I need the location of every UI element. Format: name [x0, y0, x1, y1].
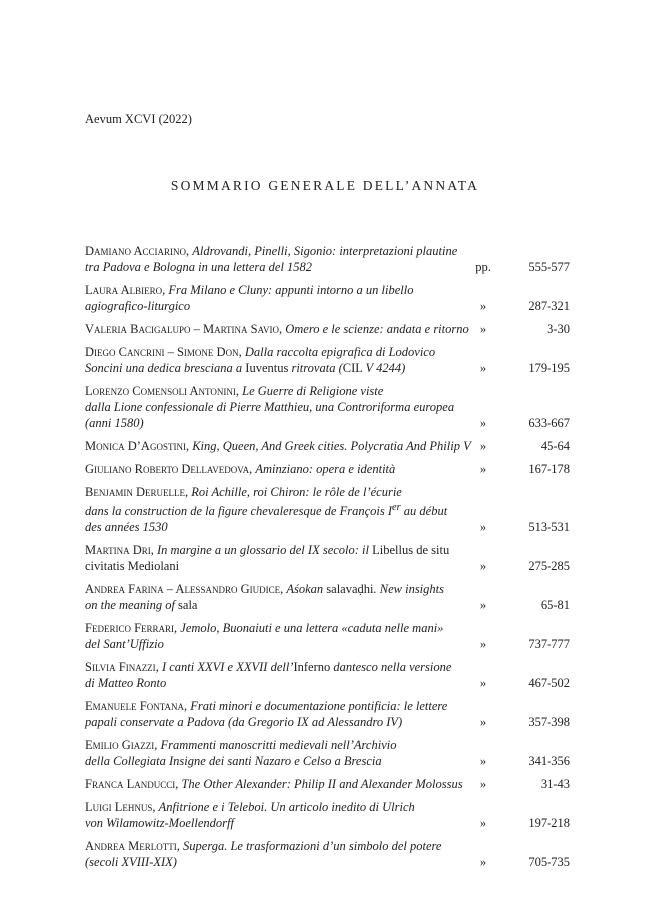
entry-mark: »: [479, 322, 487, 336]
entry-mark: »: [479, 598, 487, 613]
entry-title: . New insights: [373, 582, 444, 597]
entry-mark: »: [479, 361, 487, 375]
entry-title: della Collegiata Insigne dei santi Nazaro e Celso a Brescia: [85, 754, 382, 769]
entry-mark: »: [479, 416, 487, 430]
entry-pages: 31-43: [540, 777, 570, 792]
entry-author: Lorenzo Comensoli Antonini: [85, 384, 236, 398]
entry-pages: 341-356: [528, 754, 570, 769]
entry-title: Le Guerre di Religione viste: [242, 384, 384, 398]
entry-author: Luigi Lehnus: [85, 800, 153, 815]
entry-title: Superga. Le trasformazioni d’un simbolo del potere: [183, 839, 442, 854]
entry-title-roman: salavaḍhi: [326, 582, 374, 597]
entry-text: [85, 344, 477, 376]
entry-title: dalla Lione confessionale di Pierre Matthieu, una Controriforma europea: [85, 400, 455, 414]
entry-text: [85, 620, 477, 652]
entry-title: (anni 1580): [85, 416, 144, 430]
entry-title: dans la construction de la figure chevaleresque de François I: [85, 504, 392, 519]
entry-title: V 4244): [365, 361, 406, 375]
entry-pages: 633-667: [528, 416, 570, 430]
toc-entry: [85, 383, 570, 431]
entry-title: tra Padova e Bologna in una lettera del 1582: [85, 260, 313, 274]
entry-author: Valeria Bacigalupo – Martina Savio: [85, 322, 279, 336]
entry-separator: ,: [176, 839, 184, 854]
entry-pages: 513-531: [528, 520, 570, 535]
toc-entry: [85, 659, 570, 691]
entry-title: Aśokan: [286, 582, 327, 597]
entry-ref: [458, 636, 570, 652]
entry-author: Giuliano Roberto Dellavedova: [85, 462, 250, 476]
entry-title: (secoli XVIII-XIX): [85, 855, 177, 870]
entry-mark: »: [479, 676, 487, 691]
entry-text: [85, 799, 477, 831]
entry-ref: [458, 415, 570, 431]
entry-mark: »: [479, 637, 487, 652]
entry-separator: ,: [154, 738, 161, 753]
entry-mark: pp.: [475, 260, 491, 274]
entry-title: Roi Achille, roi Chiron: le rôle de l’écurie: [191, 485, 402, 499]
entry-separator: ,: [186, 244, 193, 258]
entry-pages: 555-577: [528, 260, 570, 274]
entry-title: Frammenti manoscritti medievali nell’Archivio: [160, 738, 397, 753]
entry-text: [85, 581, 477, 613]
entry-title: di Matteo Ronto: [85, 676, 167, 691]
toc-entry: [85, 282, 570, 314]
entry-title-roman: sala: [178, 598, 198, 613]
entry-title: I canti XXVI e XXVII dell’: [161, 660, 294, 675]
entry-title: Fra Milano e Cluny: appunti intorno a un libello: [168, 283, 414, 297]
table-of-contents: [85, 243, 570, 877]
entry-text: [85, 321, 477, 337]
entry-ref: [458, 321, 570, 337]
entry-separator: ,: [184, 485, 192, 499]
toc-entry: [85, 243, 570, 275]
entry-ref: [458, 753, 570, 769]
entry-title: on the meaning of: [85, 598, 179, 613]
toc-entry: [85, 698, 570, 730]
entry-ref: [458, 815, 570, 831]
entry-title-roman: Iuventus: [245, 361, 289, 375]
toc-entry: [85, 838, 570, 870]
entry-text: [85, 659, 477, 691]
entry-ref: [458, 597, 570, 613]
entry-mark: »: [479, 299, 487, 313]
entry-pages: 357-398: [528, 715, 570, 730]
entry-pages: 705-735: [528, 855, 570, 870]
entry-title-roman: Libellus de situ: [372, 543, 450, 558]
entry-ref: [458, 519, 570, 535]
entry-title: ritrovata (: [288, 361, 343, 375]
toc-entry: [85, 799, 570, 831]
entry-ref: [458, 854, 570, 870]
entry-author: Diego Cancrini – Simone Don: [85, 345, 239, 359]
entry-title: dantesco nella versione: [330, 660, 452, 675]
toc-entry: [85, 581, 570, 613]
entry-title: au début: [400, 504, 448, 519]
entry-author: Monica D’Agostini: [85, 439, 186, 453]
entry-title: In margine a un glossario del IX secolo: il: [156, 543, 373, 558]
entry-title: Soncini una dedica bresciana a: [85, 361, 246, 375]
toc-entry: [85, 344, 570, 376]
page-title: SOMMARIO GENERALE DELL’ANNATA: [170, 178, 480, 193]
entry-separator: ,: [280, 582, 287, 597]
entry-title: agiografico-liturgico: [85, 299, 191, 313]
entry-title: The Other Alexander: Philip II and Alexander Molossus: [181, 777, 463, 792]
entry-author: Emanuele Fontana: [85, 699, 184, 714]
entry-ref: [458, 360, 570, 376]
entry-text: [85, 438, 477, 454]
entry-separator: ,: [238, 345, 245, 359]
toc-entry: [85, 461, 570, 477]
entry-separator: ,: [175, 777, 182, 792]
entry-ref: [458, 438, 570, 454]
toc-entry: [85, 776, 570, 792]
entry-pages: 179-195: [528, 361, 570, 375]
entry-text: [85, 461, 477, 477]
entry-text: [85, 243, 477, 275]
entry-mark: »: [479, 439, 487, 453]
entry-text: [85, 776, 477, 792]
entry-title: von Wilamowitz-Moellendorff: [85, 816, 234, 831]
entry-mark: »: [479, 855, 487, 870]
entry-pages: 3-30: [547, 322, 570, 336]
entry-ref: [458, 461, 570, 477]
entry-title: Dalla raccolta epigrafica di Lodovico: [244, 345, 436, 359]
entry-title-roman: Inferno: [293, 660, 331, 675]
toc-entry: [85, 620, 570, 652]
entry-separator: ,: [162, 283, 169, 297]
entry-ref: [458, 259, 570, 275]
toc-entry: [85, 542, 570, 574]
entry-text: [85, 838, 477, 870]
entry-mark: »: [479, 462, 487, 476]
entry-title: Frati minori e documentazione pontificia: le lettere: [190, 699, 448, 714]
entry-separator: ,: [174, 621, 181, 636]
toc-entry: [85, 737, 570, 769]
entry-title: del Sant’Uffizio: [85, 637, 164, 652]
entry-separator: ,: [150, 543, 157, 558]
entry-title: des années 1530: [85, 520, 168, 535]
entry-pages: 275-285: [528, 559, 570, 574]
entry-separator: ,: [155, 660, 162, 675]
entry-author: Damiano Acciarino: [85, 244, 186, 258]
entry-mark: »: [479, 559, 487, 574]
entry-mark: »: [479, 715, 487, 730]
entry-author: Laura Albiero: [85, 283, 163, 297]
entry-separator: ,: [152, 800, 159, 815]
entry-title-roman: CIL: [342, 361, 366, 375]
entry-title-roman: civitatis Mediolani: [85, 559, 180, 574]
entry-author: Federico Ferrari: [85, 621, 175, 636]
entry-mark: »: [479, 754, 487, 769]
entry-ref: [458, 675, 570, 691]
entry-ref: [458, 558, 570, 574]
entry-mark: »: [479, 777, 487, 792]
entry-author: Silvia Finazzi: [85, 660, 156, 675]
entry-separator: ,: [249, 462, 256, 476]
entry-separator: ,: [278, 322, 286, 336]
entry-title: papali conservate a Padova (da Gregorio IX ad Alessandro IV): [85, 715, 403, 730]
entry-author: Franca Landucci: [85, 777, 176, 792]
entry-mark: »: [479, 816, 487, 831]
entry-author: Andrea Merlotti: [85, 839, 177, 854]
entry-ref: [458, 714, 570, 730]
entry-author: Andrea Farina – Alessandro Giudice: [85, 582, 281, 597]
entry-title: Omero e le scienze: andata e ritorno: [285, 322, 469, 336]
toc-entry: [85, 321, 570, 337]
entry-pages: 467-502: [528, 676, 570, 691]
entry-pages: 45-64: [540, 439, 570, 453]
entry-separator: ,: [185, 439, 193, 453]
entry-separator: ,: [183, 699, 191, 714]
entry-pages: 287-321: [528, 299, 570, 313]
entry-title: King, Queen, And Greek cities. Polycratia And Philip V: [192, 439, 471, 453]
entry-pages: 65-81: [540, 598, 570, 613]
entry-text: [85, 542, 477, 574]
entry-pages: 197-218: [528, 816, 570, 831]
entry-text: [85, 282, 477, 314]
entry-author: Emilio Giazzi: [85, 738, 155, 753]
entry-text: [85, 737, 477, 769]
entry-text: [85, 484, 477, 535]
entry-title: Jemolo, Buonaiuti e una lettera «caduta nelle mani»: [180, 621, 444, 636]
toc-entry: [85, 438, 570, 454]
entry-title: Aldrovandi, Pinelli, Sigonio: interpretazioni plautine: [192, 244, 458, 258]
entry-pages: 167-178: [528, 462, 570, 476]
entry-title-superscript: er: [392, 502, 401, 513]
journal-header: Aevum XCVI (2022): [85, 112, 192, 126]
entry-separator: ,: [235, 384, 243, 398]
entry-title: Aminziano: opera e identità: [255, 462, 396, 476]
entry-author: Martina Dri: [85, 543, 151, 558]
entry-author: Benjamin Deruelle: [85, 485, 185, 499]
entry-text: [85, 698, 477, 730]
entry-pages: 737-777: [528, 637, 570, 652]
entry-ref: [458, 298, 570, 314]
entry-ref: [458, 776, 570, 792]
entry-text: [85, 383, 477, 431]
entry-title: Anfitrione e i Teleboi. Un articolo inedito di Ulrich: [158, 800, 415, 815]
entry-mark: »: [479, 520, 487, 535]
toc-entry: [85, 484, 570, 535]
